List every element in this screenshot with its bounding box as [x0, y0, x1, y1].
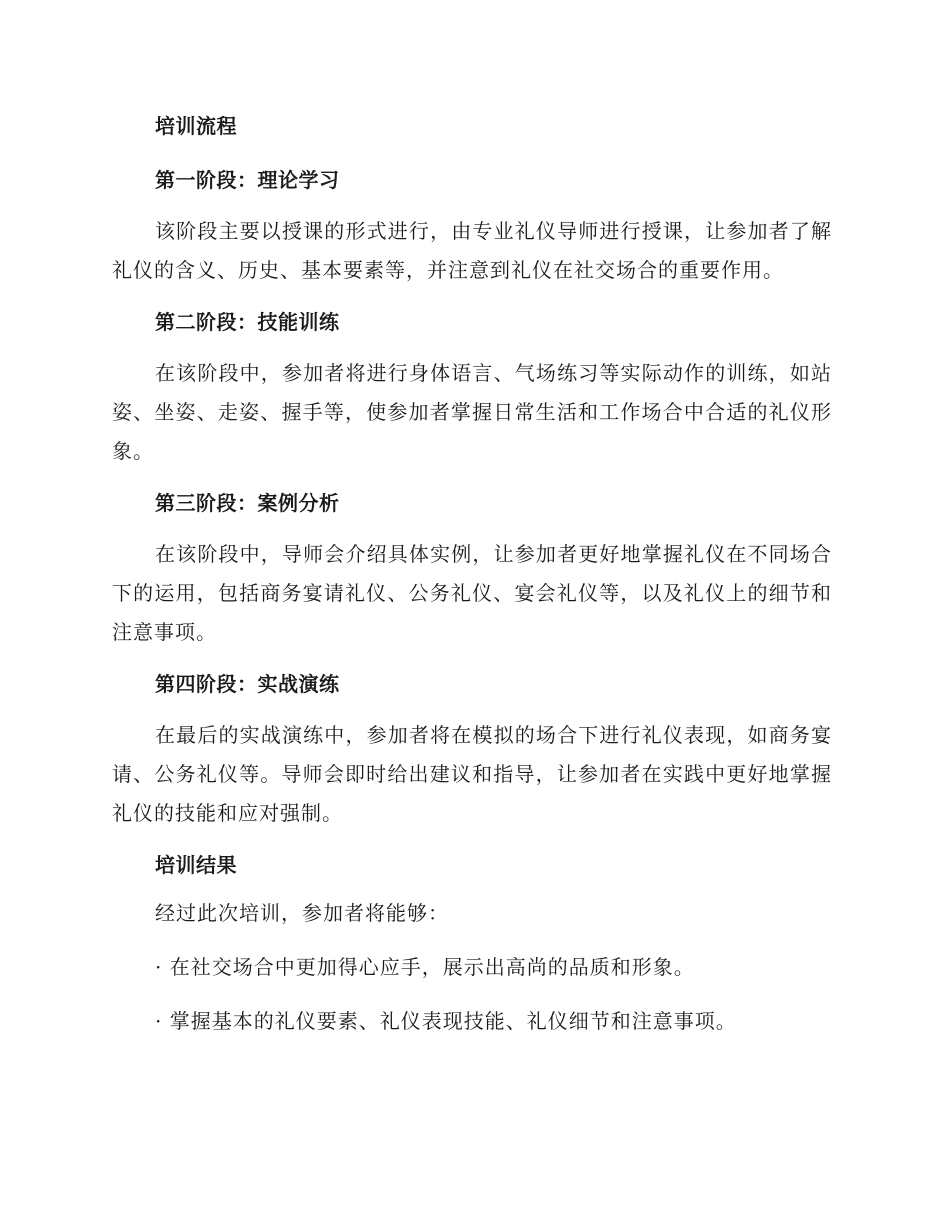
document-body — [112, 110, 832, 1037]
section-heading-result: 培训结果 — [155, 853, 237, 877]
section-heading-process: 培训流程 — [155, 114, 237, 138]
stage2-heading: 第二阶段：技能训练 — [155, 310, 340, 334]
stage2-paragraph: 在该阶段中，参加者将进行身体语言、气场练习等实际动作的训练，如站姿、坐姿、走姿、握手等，使参加者掌握日常生活和工作场合中合适的礼仪形象。 — [112, 361, 832, 463]
result-bullet-1: · 在社交场合中更加得心应手，展示出高尚的品质和形象。 — [155, 955, 695, 979]
stage4-paragraph: 在最后的实战演练中，参加者将在模拟的场合下进行礼仪表现，如商务宴请、公务礼仪等。导师会即时给出建议和指导，让参加者在实践中更好地掌握礼仪的技能和应对强制。 — [112, 723, 832, 825]
stage3-paragraph: 在该阶段中，导师会介绍具体实例，让参加者更好地掌握礼仪在不同场合下的运用，包括商务宴请礼仪、公务礼仪、宴会礼仪等，以及礼仪上的细节和注意事项。 — [112, 542, 832, 644]
stage1-paragraph: 该阶段主要以授课的形式进行，由专业礼仪导师进行授课，让参加者了解礼仪的含义、历史、基本要素等，并注意到礼仪在社交场合的重要作用。 — [112, 219, 832, 282]
stage1-heading: 第一阶段：理论学习 — [155, 168, 340, 192]
stage4-heading: 第四阶段：实战演练 — [155, 672, 340, 696]
result-bullet-2: · 掌握基本的礼仪要素、礼仪表现技能、礼仪细节和注意事项。 — [155, 1009, 737, 1033]
stage3-heading: 第三阶段：案例分析 — [155, 491, 340, 515]
result-intro: 经过此次培训，参加者将能够： — [155, 901, 449, 925]
